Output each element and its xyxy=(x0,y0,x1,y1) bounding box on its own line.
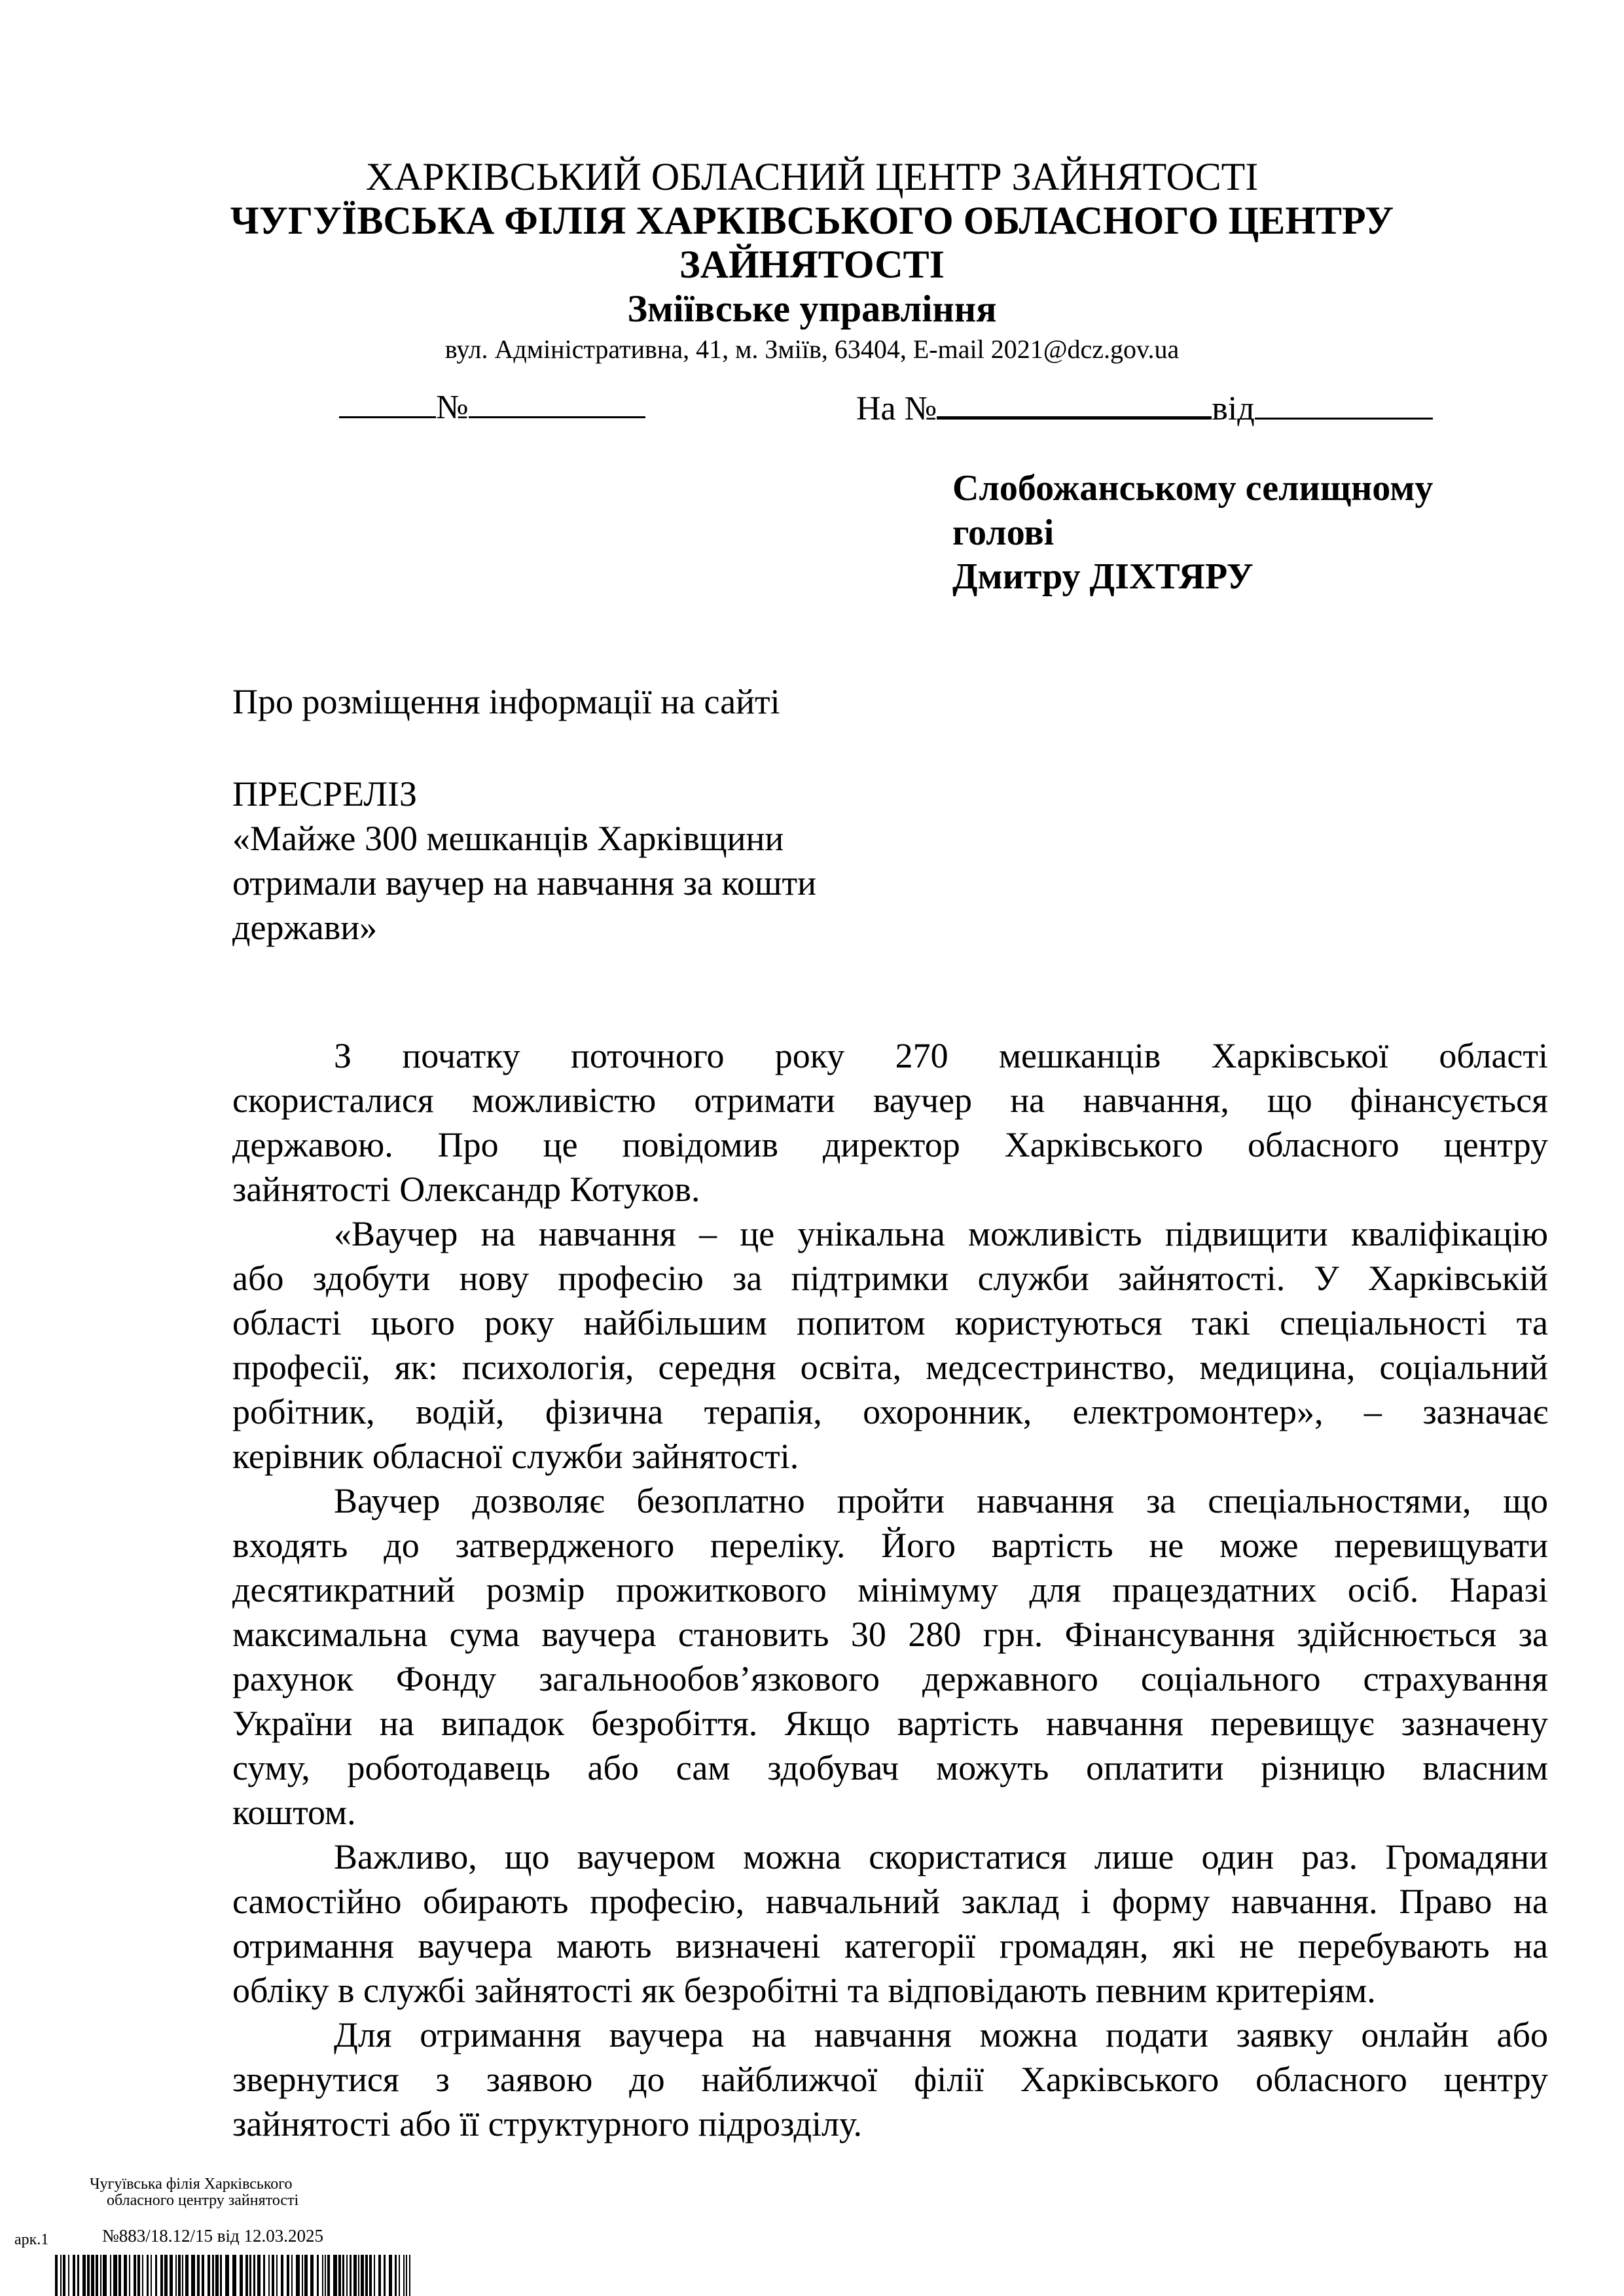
body-line: З початку поточного року 270 мешканців Харківської області xyxy=(334,1036,1548,1075)
body-line: зайнятості або її структурного підрозділу. xyxy=(232,2104,863,2144)
body-line: «Ваучер на навчання – це унікальна можливість підвищити кваліфікацію xyxy=(334,1214,1548,1253)
body-line: коштом. xyxy=(232,1793,356,1832)
body-line: області цього року найбільшим попитом користуються такі спеціальності та xyxy=(232,1303,1548,1342)
body-line: самостійно обирають професію, навчальний заклад і форму навчання. Право на xyxy=(232,1882,1548,1921)
press-release-title-line: держави» xyxy=(232,908,378,947)
press-release-title-line: «Майже 300 мешканців Харківщини xyxy=(232,819,784,858)
body-line: професії, як: психологія, середня освіта, медсестринство, медицина, соціальний xyxy=(232,1348,1548,1387)
sheet-number: арк.1 xyxy=(14,2231,49,2248)
reply-label: На № xyxy=(856,390,937,427)
organization-name: ХАРКІВСЬКИЙ ОБЛАСНИЙ ЦЕНТР ЗАЙНЯТОСТІ xyxy=(365,155,1259,198)
addressee-name: Дмитру ДІХТЯРУ xyxy=(952,556,1254,597)
outgoing-number-field xyxy=(339,389,645,426)
footer-organization-line1: Чугуївська філія Харківського xyxy=(90,2176,293,2193)
body-line: Важливо, що ваучером можна скористатися лише один раз. Громадяни xyxy=(334,1837,1548,1876)
body-line: керівник обласної служби зайнятості. xyxy=(232,1437,799,1476)
body-line: робітник, водій, фізична терапія, охоронник, електромонтер», – зазначає xyxy=(232,1392,1548,1431)
addressee-line1: Слобожанському селищному xyxy=(952,468,1434,509)
reply-reference-field xyxy=(856,389,1433,427)
body-line: десятикратний розмір прожиткового мінімуму для працездатних осіб. Наразі xyxy=(232,1570,1548,1609)
registration-number: №883/18.12/15 від 12.03.2025 xyxy=(102,2226,324,2246)
body-line: максимальна сума ваучера становить 30 280 грн. Фінансування здійснюється за xyxy=(232,1615,1548,1654)
department-name: Зміївське управління xyxy=(627,287,997,330)
from-label: від xyxy=(1212,390,1255,427)
body-line: суму, роботодавець або сам здобувач можуть оплатити різницю власним xyxy=(232,1748,1548,1787)
body-line: обліку в службі зайнятості як безробітні та відповідають певним критеріям. xyxy=(232,1971,1376,2010)
body-line: скористалися можливістю отримати ваучер на навчання, що фінансується xyxy=(232,1081,1548,1120)
body-line: входять до затвердженого переліку. Його вартість не може перевищувати xyxy=(232,1526,1548,1565)
branch-name-line2: ЗАЙНЯТОСТІ xyxy=(679,243,945,286)
press-release-label: ПРЕСРЕЛІЗ xyxy=(232,774,417,814)
body-line: Для отримання ваучера на навчання можна подати заявку онлайн або xyxy=(334,2015,1548,2054)
body-line: Ваучер дозволяє безоплатно пройти навчання за спеціальностями, що xyxy=(334,1481,1548,1520)
press-release-title-line: отримали ваучер на навчання за кошти xyxy=(232,863,816,903)
branch-name-line1: ЧУГУЇВСЬКА ФІЛІЯ ХАРКІВСЬКОГО ОБЛАСНОГО ЦЕНТРУ xyxy=(230,199,1394,242)
barcode-icon xyxy=(55,2255,412,2296)
letter-subject: Про розміщення інформації на сайті xyxy=(232,682,780,721)
body-line: звернутися з заявою до найближчої філії Харківського обласного центру xyxy=(232,2060,1548,2099)
body-line: рахунок Фонду загальнообов’язкового державного соціального страхування xyxy=(232,1659,1548,1698)
addressee-line2: голові xyxy=(952,512,1055,553)
body-line: України на випадок безробіття. Якщо вартість навчання перевищує зазначену xyxy=(232,1704,1548,1743)
number-sign: № xyxy=(436,389,469,426)
body-line: або здобути нову професію за підтримки служби зайнятості. У Харківській xyxy=(232,1259,1548,1298)
body-line: зайнятості Олександр Котуков. xyxy=(232,1170,700,1209)
body-line: державою. Про це повідомив директор Харківського обласного центру xyxy=(232,1125,1548,1164)
body-line: отримання ваучера мають визначені категорії громадян, які не перебувають на xyxy=(232,1926,1548,1965)
footer-organization-line2: обласного центру зайнятості xyxy=(107,2192,299,2209)
organization-address: вул. Адміністративна, 41, м. Зміїв, 63404, E-mail 2021@dcz.gov.ua xyxy=(444,334,1180,364)
